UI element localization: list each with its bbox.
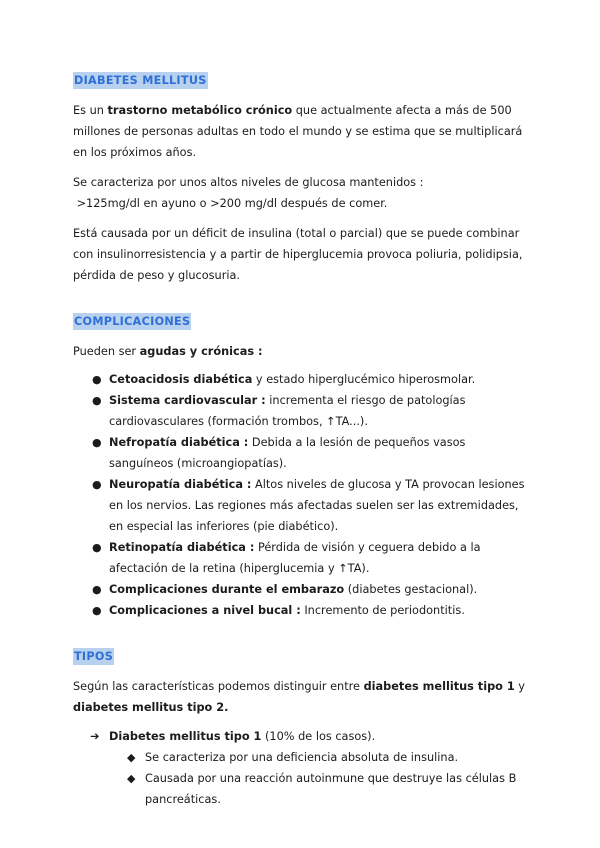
- item-text: Incremento de periodontitis.: [300, 604, 465, 617]
- bullet-icon: ●: [92, 394, 102, 407]
- complications-list: [73, 369, 533, 621]
- tipo1-sublist: [73, 747, 533, 810]
- paragraph-tipos-intro: [73, 676, 533, 718]
- arrow-right-icon: ➔: [90, 730, 100, 743]
- bold-term: agudas y crónicas :: [139, 345, 263, 358]
- bold-term: Diabetes mellitus tipo 1: [109, 730, 262, 743]
- bold-term: Complicaciones durante el embarazo: [109, 583, 345, 596]
- bold-term: Complicaciones a nivel bucal :: [109, 604, 301, 617]
- bullet-icon: ●: [92, 436, 102, 449]
- diamond-bullet-icon: ◆: [127, 772, 136, 785]
- sub-list-item: [73, 768, 533, 810]
- sub-list-item: [73, 747, 533, 768]
- bullet-icon: ●: [92, 541, 102, 554]
- list-item: [73, 474, 533, 537]
- text-run: y: [514, 680, 525, 693]
- bold-term: diabetes mellitus tipo 1: [363, 680, 515, 693]
- bullet-icon: ●: [92, 604, 102, 617]
- paragraph-cause: Está causada por un déficit de insulina (total o parcial) que se puede combinar con insulinorresistencia y a partir de hiperglucemia provoca poliuria, polidipsia, pérdida de peso y glucosuria.: [73, 227, 523, 282]
- bold-term: Sistema cardiovascular :: [109, 394, 266, 407]
- bullet-icon: ●: [92, 478, 102, 491]
- item-text: y estado hiperglucémico hiperosmolar.: [252, 373, 476, 386]
- diamond-bullet-icon: ◆: [127, 751, 136, 764]
- section-heading-tipos: [73, 646, 533, 667]
- list-item: [73, 579, 533, 600]
- section-heading-diabetes-mellitus: [73, 70, 533, 91]
- text-run: Según las características podemos distinguir entre: [73, 680, 364, 693]
- list-item: [73, 390, 533, 432]
- tipo1-item: [73, 726, 533, 747]
- item-text: (10% de los casos).: [261, 730, 376, 743]
- text-line: >125mg/dl en ayuno o >200 mg/dl después de comer.: [73, 197, 388, 210]
- list-item: [73, 537, 533, 579]
- text-line: Se caracteriza por unos altos niveles de glucosa mantenidos :: [73, 176, 424, 189]
- bullet-icon: ●: [92, 583, 102, 596]
- item-text: Causada por una reacción autoinmune que destruye las células B pancreáticas.: [145, 772, 517, 806]
- list-item: [73, 432, 533, 474]
- section-heading-complicaciones: [73, 311, 533, 332]
- text-run: Pueden ser: [73, 345, 140, 358]
- heading-highlight: DIABETES MELLITUS: [74, 74, 207, 87]
- bullet-icon: ●: [92, 373, 102, 386]
- item-text: Altos niveles de glucosa y TA provocan lesiones en los nervios. Las regiones más afectadas suelen ser las extremidades, en especial las inferiores (pie diabético).: [109, 478, 525, 533]
- item-text: Debida a la lesión de pequeños vasos sanguíneos (microangiopatías).: [109, 436, 466, 470]
- list-item: [73, 600, 533, 621]
- heading-highlight: COMPLICACIONES: [74, 315, 191, 328]
- list-item: [73, 369, 533, 390]
- bold-term: Neuropatía diabética :: [109, 478, 252, 491]
- bold-term: Retinopatía diabética :: [109, 541, 255, 554]
- item-text: Pérdida de visión y ceguera debido a la afectación de la retina (hiperglucemia y ↑TA).: [109, 541, 481, 575]
- bold-term: Nefropatía diabética :: [109, 436, 249, 449]
- paragraph-definition: [73, 100, 533, 163]
- text-run: Es un: [73, 104, 108, 117]
- document-page: [73, 70, 533, 810]
- item-text: (diabetes gestacional).: [344, 583, 478, 596]
- bold-term: diabetes mellitus tipo 2.: [73, 701, 229, 714]
- item-text: incrementa el riesgo de patologías cardiovasculares (formación trombos, ↑TA...).: [109, 394, 466, 428]
- bold-term: trastorno metabólico crónico: [107, 104, 293, 117]
- paragraph-complicaciones-intro: [73, 341, 533, 362]
- bold-term: Cetoacidosis diabética: [109, 373, 253, 386]
- item-text: Se caracteriza por una deficiencia absoluta de insulina.: [145, 751, 459, 764]
- heading-highlight: TIPOS: [74, 650, 114, 663]
- paragraph-glucose-levels: [73, 172, 533, 214]
- text-run: que actualmente afecta a más de 500 millones de personas adultas en todo el mundo y se estima que se multiplicará en los próximos años.: [73, 104, 523, 159]
